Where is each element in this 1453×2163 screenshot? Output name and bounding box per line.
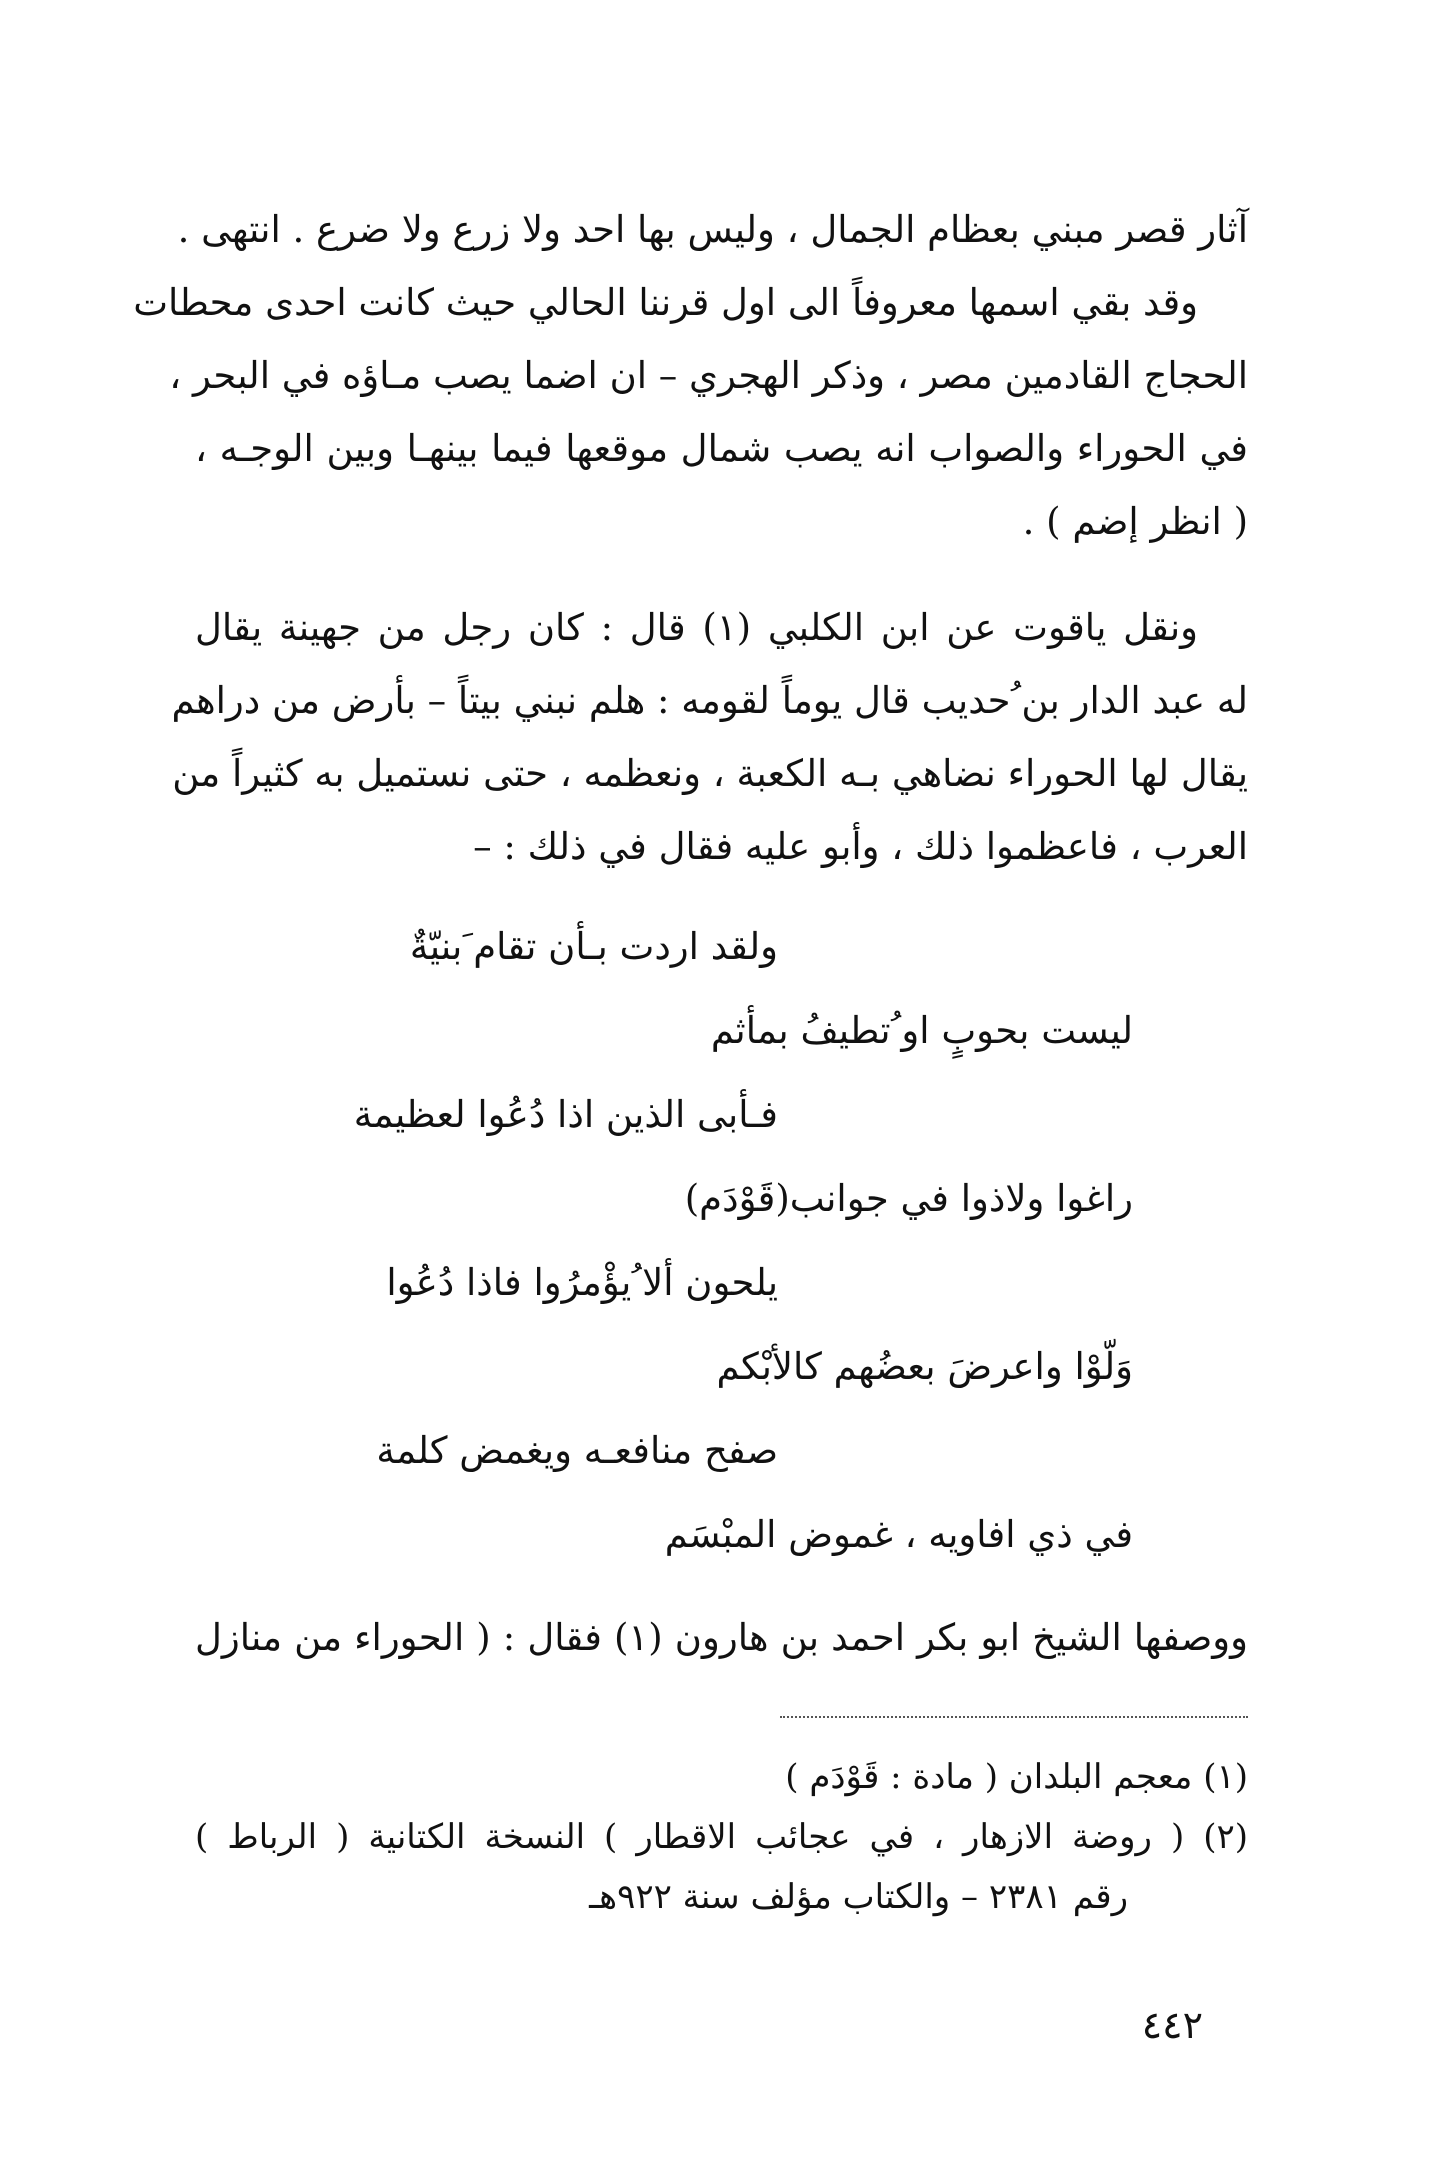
poem-line-7: صفح منافعـه ويغمض كلمة [376, 1429, 778, 1472]
body-line-10: ووصفها الشيخ ابو بكر احمد بن هارون (١) فقال : ( الحوراء من منازل [195, 1616, 1248, 1659]
body-line-8: يقال لها الحوراء نضاهي بـه الكعبة ، ونعظمه ، حتى نستميل به كثيراً من [172, 752, 1248, 795]
poem-line-6: وَلّوْا واعرضَ بعضُهم كالأبْكم [716, 1345, 1133, 1388]
footnote-2-continued: رقم ٢٣٨١ – والكتاب مؤلف سنة ٩٢٢هـ [589, 1877, 1128, 1917]
body-line-6: ونقل ياقوت عن ابن الكلبي (١) قال : كان رجل من جهينة يقال [195, 606, 1198, 649]
body-line-3: الحجاج القادمين مصر ، وذكر الهجري – ان اضما يصب مـاؤه في البحر ، [169, 354, 1248, 397]
poem-line-4: راغوا ولاذوا في جوانب(قَوْدَم) [684, 1177, 1133, 1220]
footnote-divider [780, 1716, 1248, 1718]
body-line-5: ( انظر إضم ) . [1022, 500, 1248, 543]
body-line-4: في الحوراء والصواب انه يصب شمال موقعها فيما بينهـا وبين الوجـه ، [195, 427, 1248, 470]
page-number: ٤٤٢ [1141, 2003, 1203, 2047]
poem-line-2: ليست بحوبٍ او ُتطيفُ بمأثم [710, 1009, 1133, 1052]
footnote-1: (١) معجم البلدان ( مادة : قَوْدَم ) [785, 1757, 1248, 1797]
poem-line-8: في ذي افاويه ، غموض المبْسَم [664, 1513, 1133, 1556]
poem-line-1: ولقد اردت بـأن تقام َبنيّةٌ [409, 925, 778, 968]
body-line-7: له عبد الدار بن ُحديب قال يوماً لقومه : هلم نبني بيتاً – بأرض من دراهم [171, 679, 1248, 722]
footnote-2: (٢) ( روضة الازهار ، في عجائب الاقطار ) النسخة الكتانية ( الرباط ) [195, 1817, 1248, 1857]
poem-line-5: يلحون ألا ُيؤْمرُوا فاذا دُعُوا [386, 1261, 778, 1304]
body-line-9: العرب ، فاعظموا ذلك ، وأبو عليه فقال في ذلك : – [473, 825, 1248, 868]
body-line-1: آثار قصر مبني بعظام الجمال ، وليس بها احد ولا زرع ولا ضرع . انتهى . [177, 208, 1248, 251]
body-line-2: وقد بقي اسمها معروفاً الى اول قرننا الحالي حيث كانت احدى محطات [133, 281, 1198, 324]
poem-line-3: فـأبى الذين اذا دُعُوا لعظيمة [353, 1093, 778, 1136]
